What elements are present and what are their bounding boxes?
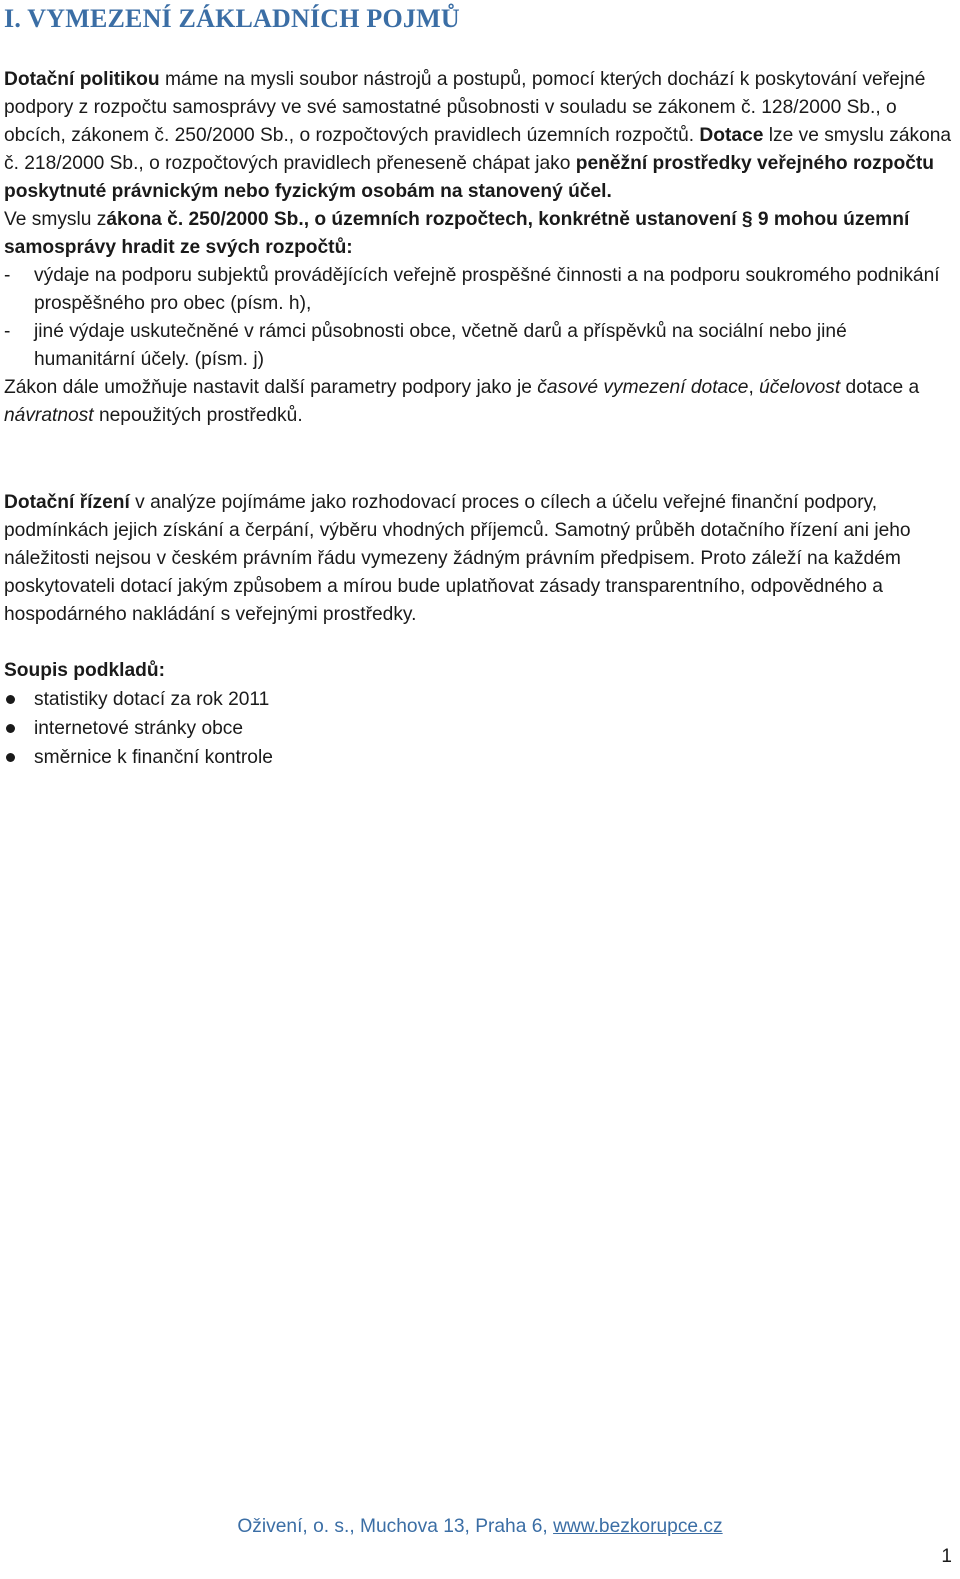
sources-title: Soupis podkladů: bbox=[4, 660, 165, 681]
list-item: směrnice k finanční kontrole bbox=[4, 743, 952, 772]
website-link[interactable]: www.bezkorupce.cz bbox=[553, 1516, 723, 1537]
grant-procedure-section bbox=[4, 489, 952, 629]
sources-section bbox=[4, 657, 952, 772]
bullet-icon bbox=[6, 724, 15, 733]
list-item: internetové stránky obce bbox=[4, 714, 952, 743]
policy-definition: Dotační politikou máme na mysli soubor nástrojů a postupů, pomocí kterých dochází k poskytování veřejné podpory z rozpočtu samosprávy ve své samostatné působnosti v souladu se zákonem č. 128/2000 Sb., o obcích, zákonem č. 250/2000 Sb., o rozpočtových pravidlech územních rozpočtů. Dotace lze ve smyslu zákona č. 218/2000 Sb., o rozpočtových pravidlech přeneseně chápat jako peněžní prostředky veřejného rozpočtu poskytnuté právnickým nebo fyzickým osobám na stanovený účel. bbox=[4, 69, 952, 202]
page-title: I. VYMEZENÍ ZÁKLADNÍCH POJMŮ bbox=[4, 4, 460, 33]
definitions-section bbox=[4, 66, 952, 430]
list-item: statistiky dotací za rok 2011 bbox=[4, 685, 952, 714]
list-item: - výdaje na podporu subjektů provádějících veřejně prospěšné činnosti a na podporu soukromého podnikání prospěšného pro obec (písm. h), bbox=[4, 265, 940, 314]
law-parameters: Zákon dále umožňuje nastavit další parametry podpory jako je časové vymezení dotace, účelovost dotace a návratnost nepoužitých prostředků. bbox=[4, 377, 920, 426]
bullet-icon bbox=[6, 695, 15, 704]
bullet-icon bbox=[6, 753, 15, 762]
procedure-definition: Dotační řízení v analýze pojímáme jako rozhodovací proces o cílech a účelu veřejné finanční podpory, podmínkách jejich získání a čerpání, výběru vhodných příjemců. Samotný průběh dotačního řízení ani jeho náležitosti nejsou v českém právním řádu vymezeny žádným právním předpisem. Proto záleží na každém poskytovateli dotací jakým způsobem a mírou bude uplatňovat zásady transparentního, odpovědného a hospodárného nakládání s veřejnými prostředky. bbox=[4, 492, 911, 625]
sources-list bbox=[4, 685, 952, 772]
page-footer bbox=[0, 1516, 960, 1538]
law-reference: Ve smyslu zákona č. 250/2000 Sb., o územních rozpočtech, konkrétně ustanovení § 9 mohou územní samosprávy hradit ze svých rozpočtů: bbox=[4, 209, 910, 258]
page-number: 1 bbox=[941, 1546, 952, 1567]
list-item: - jiné výdaje uskutečněné v rámci působnosti obce, včetně darů a příspěvků na sociální nebo jiné humanitární účely. (písm. j) bbox=[4, 321, 847, 370]
footer-address: Oživení, o. s., Muchova 13, Praha 6, bbox=[237, 1516, 554, 1537]
